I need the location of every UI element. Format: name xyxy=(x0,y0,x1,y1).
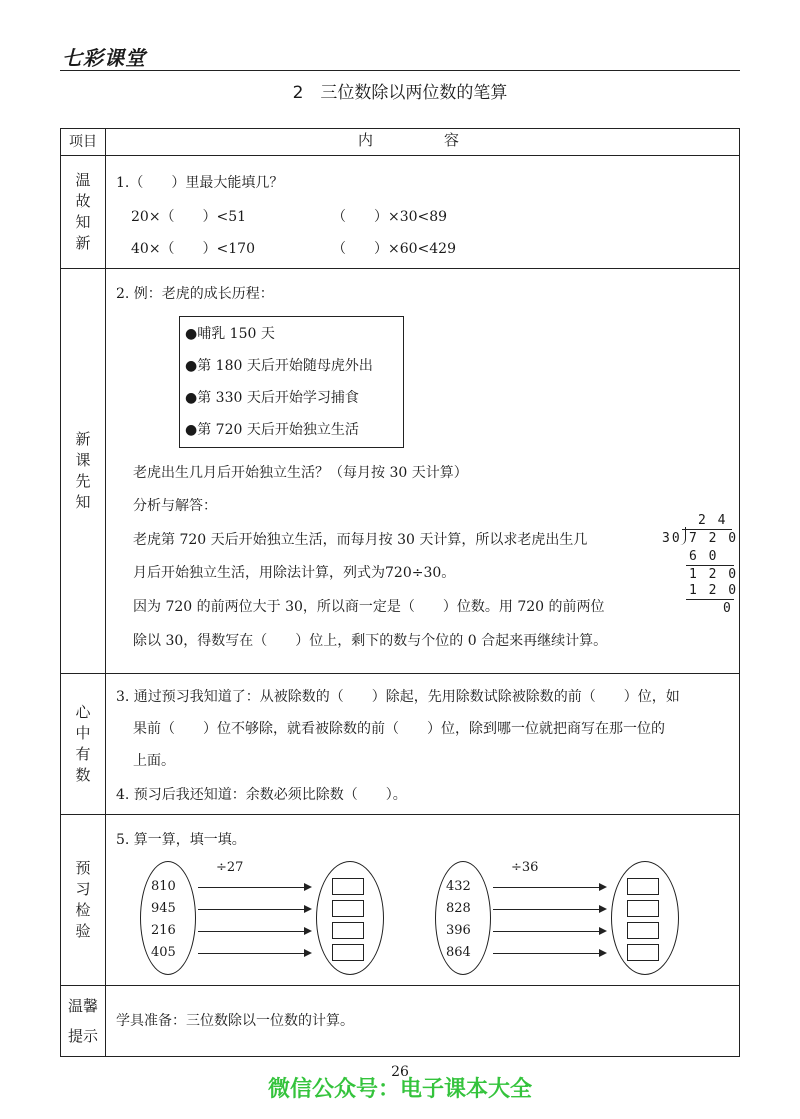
tiger-question: 老虎出生几月后开始独立生活？（每月按 30 天计算） xyxy=(133,465,468,481)
answer-box[interactable] xyxy=(332,944,364,961)
answer-box[interactable] xyxy=(627,878,659,895)
division-bar xyxy=(686,565,734,566)
arrow-icon xyxy=(198,953,310,954)
q3-line2: 果前（ ）位不够除，就看被除数的前（ ）位，除到哪一位就把商写在那一位的 xyxy=(133,721,665,737)
q2-title: 2. 例：老虎的成长历程： xyxy=(116,286,274,302)
division-divisor: 30 xyxy=(662,531,682,546)
dividend-number: 216 xyxy=(151,923,176,938)
brand-logo: 七彩课堂 xyxy=(62,46,146,70)
fact-item: ●第 720 天后开始独立生活 xyxy=(185,422,359,438)
tiger-facts-box xyxy=(179,316,404,448)
review-row xyxy=(61,156,740,269)
tip-text: 学具准备：三位数除以一位数的计算。 xyxy=(116,1013,354,1029)
division-step2: 1 2 0 xyxy=(689,567,739,582)
division-remainder: 0 xyxy=(723,601,733,616)
header-rule xyxy=(60,70,740,71)
q1-d: （ ）×60<429 xyxy=(332,241,456,257)
division-bar xyxy=(682,529,732,530)
answer-box[interactable] xyxy=(627,944,659,961)
answer-box[interactable] xyxy=(627,922,659,939)
long-division xyxy=(662,513,739,623)
table-header-row xyxy=(61,129,740,156)
tip-label: 温馨提示 xyxy=(61,986,106,1057)
header-item: 项目 xyxy=(61,129,106,156)
mind-label: 心中有数 xyxy=(61,674,106,815)
division-quotient: 2 4 xyxy=(698,513,728,528)
analysis-label: 分析与解答： xyxy=(133,498,217,514)
tip-content xyxy=(106,986,740,1057)
dividend-number: 810 xyxy=(151,879,176,894)
check-row xyxy=(61,815,740,986)
new-row xyxy=(61,269,740,674)
answer-box[interactable] xyxy=(332,922,364,939)
analysis-p1: 老虎第 720 天后开始独立生活，而每月按 30 天计算，所以求老虎出生几 xyxy=(133,532,588,548)
fact-item: ●第 180 天后开始随母虎外出 xyxy=(185,358,373,374)
analysis-p3: 因为 720 的前两位大于 30，所以商一定是（ ）位数。用 720 的前两位 xyxy=(133,599,605,615)
operator-label: ÷36 xyxy=(511,860,539,875)
watermark: 微信公众号：电子课本大全 xyxy=(267,1077,532,1102)
dividend-number: 432 xyxy=(446,879,471,894)
arrow-icon xyxy=(198,909,310,910)
arrow-icon xyxy=(493,953,605,954)
mind-row xyxy=(61,674,740,815)
operator-label: ÷27 xyxy=(216,860,244,875)
division-dividend: 7 2 0 xyxy=(689,531,739,546)
division-bracket xyxy=(679,527,686,545)
dividend-number: 864 xyxy=(446,945,471,960)
division-step1: 6 0 xyxy=(689,549,719,564)
check-content xyxy=(106,815,740,986)
q1-b: （ ）×30<89 xyxy=(332,209,448,225)
check-label: 预习检验 xyxy=(61,815,106,986)
q1-c: 40×（ ）<170 xyxy=(131,241,255,257)
fact-item: ●哺乳 150 天 xyxy=(185,326,275,342)
arrow-icon xyxy=(493,909,605,910)
new-label: 新课先知 xyxy=(61,269,106,674)
dividend-number: 405 xyxy=(151,945,176,960)
page-title: 2 三位数除以两位数的笔算 xyxy=(292,83,508,103)
q4-text: 4. 预习后我还知道：余数必须比除数（ ）。 xyxy=(116,787,407,803)
fact-item: ●第 330 天后开始学习捕食 xyxy=(185,390,359,406)
arrow-icon xyxy=(493,931,605,932)
lesson-table xyxy=(60,128,740,1057)
answer-box[interactable] xyxy=(332,878,364,895)
dividend-number: 396 xyxy=(446,923,471,938)
division-bar xyxy=(686,599,734,600)
mind-content xyxy=(106,674,740,815)
q3-line1: 3. 通过预习我知道了：从被除数的（ ）除起，先用除数试除被除数的前（ ）位，如 xyxy=(116,689,680,705)
q1-title: 1.（ ）里最大能填几？ xyxy=(116,175,284,191)
analysis-p2: 月后开始独立生活，用除法计算，列式为720÷30。 xyxy=(133,565,456,581)
tip-row xyxy=(61,986,740,1057)
page-number: 26 xyxy=(391,1064,409,1080)
arrow-icon xyxy=(198,931,310,932)
review-label: 温故知新 xyxy=(61,156,106,269)
new-content xyxy=(106,269,740,674)
q1-a: 20×（ ）<51 xyxy=(131,209,247,225)
division-step3: 1 2 0 xyxy=(689,583,739,598)
answer-box[interactable] xyxy=(627,900,659,917)
arrow-icon xyxy=(493,887,605,888)
analysis-p4: 除以 30，得数写在（ ）位上，剩下的数与个位的 0 合起来再继续计算。 xyxy=(133,633,608,649)
dividend-number: 945 xyxy=(151,901,176,916)
answer-box[interactable] xyxy=(332,900,364,917)
dividend-number: 828 xyxy=(446,901,471,916)
q3-line3: 上面。 xyxy=(133,753,175,769)
q5-title: 5. 算一算，填一填。 xyxy=(116,832,246,848)
arrow-icon xyxy=(198,887,310,888)
header-content: 内 容 xyxy=(106,129,740,156)
review-content xyxy=(106,156,740,269)
